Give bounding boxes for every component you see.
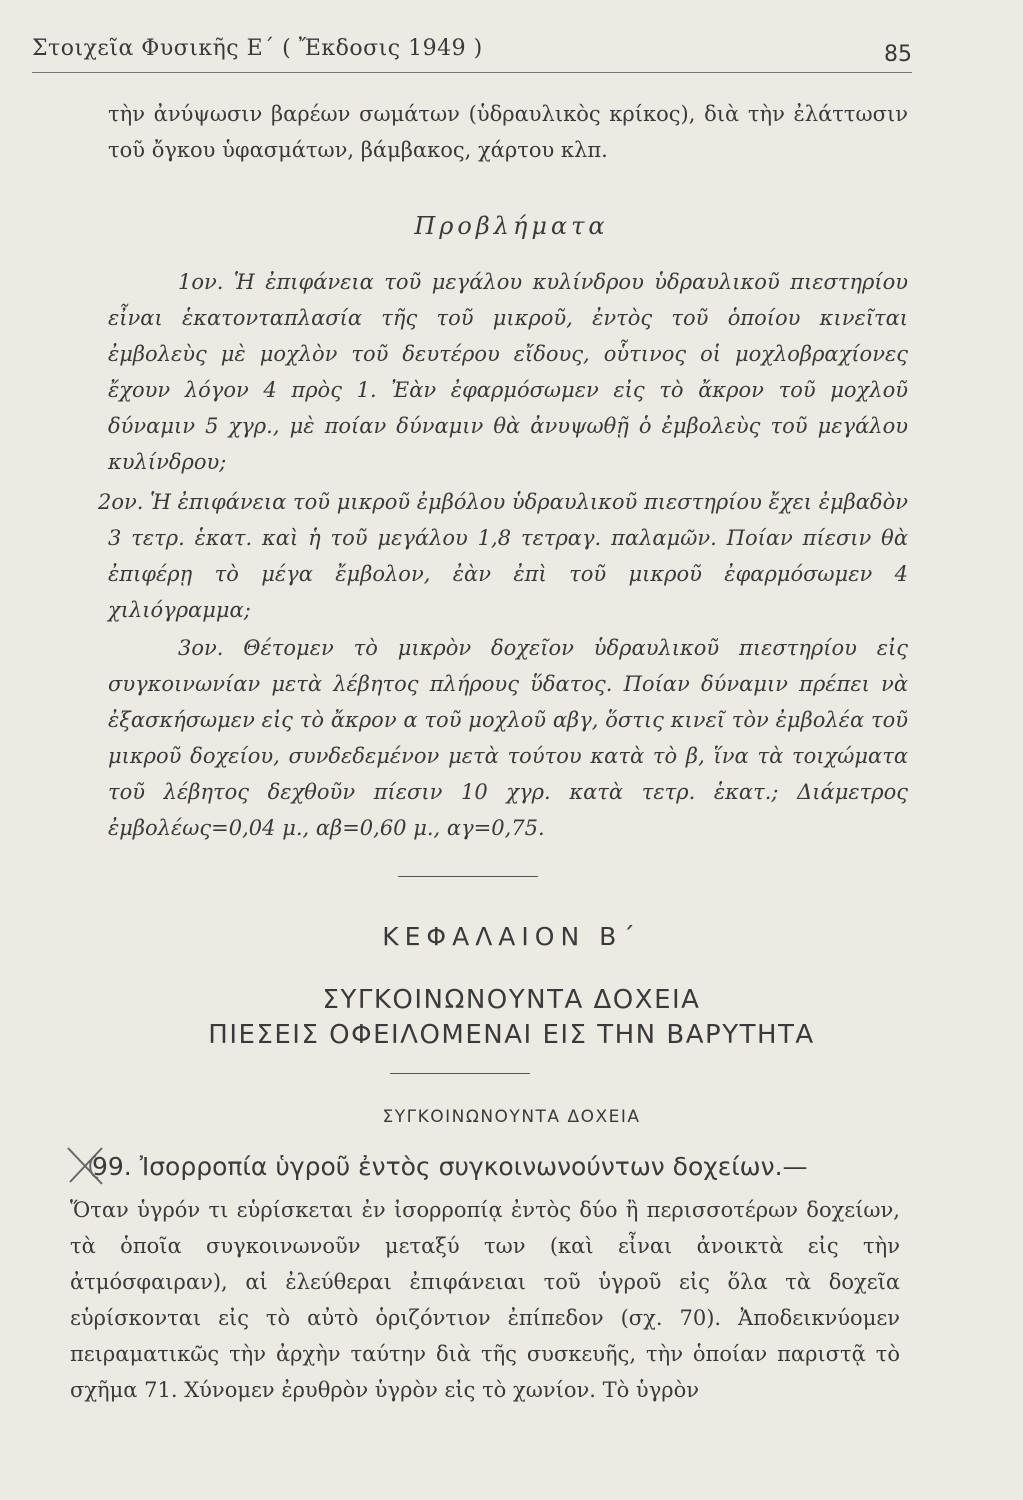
chapter-title-line1: ΣΥΓΚΟΙΝΩΝΟΥΝΤΑ ΔΟΧΕΙΑ xyxy=(322,985,701,1015)
subsection-title: ΣΥΓΚΟΙΝΩΝΟΥΝΤΑ ΔΟΧΕΙΑ xyxy=(382,1107,641,1127)
problem-2: 2ον. Ἡ ἐπιφάνεια τοῦ μικροῦ ἐμβόλου ὑδραυλικοῦ πιεστηρίου ἔχει ἐμβαδὸν 3 τετρ. ἑκατ. καὶ ἡ τοῦ μεγάλου 1,8 τετραγ. παλαμῶν. Ποίαν πίεσιν θὰ ἐπιφέρῃ τὸ μέγα ἔμβολον, ἐὰν ἐπὶ τοῦ μικροῦ ἐφαρμόσωμεν 4 χιλιόγραμμα; xyxy=(98,490,908,622)
problem-3: 3ον. Θέτομεν τὸ μικρὸν δοχεῖον ὑδραυλικοῦ πιεστηρίου εἰς συγκοινωνίαν μετὰ λέβητος πλήρους ὕδατος. Ποίαν δύναμιν πρέπει νὰ ἐξασκήσωμεν εἰς τὸ ἄκρον α τοῦ μοχλοῦ αβγ, ὅστις κινεῖ τὸν ἐμβολέα τοῦ μικροῦ δοχείου, συνδεδεμένον μετὰ τούτου κατὰ τὸ β, ἵνα τὰ τοιχώματα τοῦ λέβητος δεχθοῦν πίεσιν 10 χγρ. κατὰ τετρ. ἑκατ.; Διάμετρος ἐμβολέως=0,04 μ., αβ=0,60 μ., αγ=0,75. xyxy=(108,636,908,840)
section-99-heading: 99. Ἰσορροπία ὑγροῦ ἐντὸς συγκοινωνούντων δοχείων.— xyxy=(92,1152,808,1181)
page-number: 85 xyxy=(884,42,912,67)
running-header xyxy=(32,28,912,73)
divider-rule xyxy=(390,1073,530,1074)
problems-title: Προβλήματα xyxy=(414,212,609,240)
intro-paragraph: τὴν ἀνύψωσιν βαρέων σωμάτων (ὑδραυλικὸς κρίκος), διὰ τὴν ἐλάττωσιν τοῦ ὄγκου ὑφασμάτων, βάμβακος, χάρτου κλπ. xyxy=(108,102,908,162)
divider-rule xyxy=(398,876,538,877)
section-99-body: Ὅταν ὑγρόν τι εὑρίσκεται ἐν ἰσορροπίᾳ ἐντὸς δύο ἢ περισσοτέρων δοχείων, τὰ ὁποῖα συγκοινωνοῦν μεταξύ των (καὶ εἶναι ἀνοικτὰ εἰς τὴν ἀτμόσφαιραν), αἱ ἐλεύθεραι ἐπιφάνειαι τοῦ ὑγροῦ εἰς ὅλα τὰ δοχεῖα εὑρίσκονται εἰς τὸ αὐτὸ ὁριζόντιον ἐπίπεδον (σχ. 70). Ἀποδεικνύομεν πειραματικῶς τὴν ἀρχὴν ταύτην διὰ τῆς συσκευῆς, τὴν ὁποίαν παριστᾷ τὸ σχῆμα 71. Χύνομεν ἐρυθρὸν ὑγρὸν εἰς τὸ χωνίον. Τὸ ὑγρὸν xyxy=(70,1198,900,1402)
header-title: Στοιχεῖα Φυσικῆς Ε΄ ( Ἔκδοσις 1949 ) xyxy=(32,36,483,61)
chapter-title-line2: ΠΙΕΣΕΙΣ ΟΦΕΙΛΟΜΕΝΑΙ ΕΙΣ ΤΗΝ ΒΑΡΥΤΗΤΑ xyxy=(208,1020,815,1050)
chapter-label: ΚΕΦΑΛΑΙΟΝ Β΄ xyxy=(382,922,641,951)
problem-1: 1ον. Ἡ ἐπιφάνεια τοῦ μεγάλου κυλίνδρου ὑδραυλικοῦ πιεστηρίου εἶναι ἑκατονταπλασία τῆς τοῦ μικροῦ, ἐντὸς τοῦ ὁποίου κινεῖται ἐμβολεὺς μὲ μοχλὸν τοῦ δευτέρου εἴδους, οὗτινος οἱ μοχλοβραχίονες ἔχουν λόγον 4 πρὸς 1. Ἐὰν ἐφαρμόσωμεν εἰς τὸ ἄκρον τοῦ μοχλοῦ δύναμιν 5 χγρ., μὲ ποίαν δύναμιν θὰ ἀνυψωθῇ ὁ ἐμβολεὺς τοῦ μεγάλου κυλίνδρου; xyxy=(108,270,908,474)
